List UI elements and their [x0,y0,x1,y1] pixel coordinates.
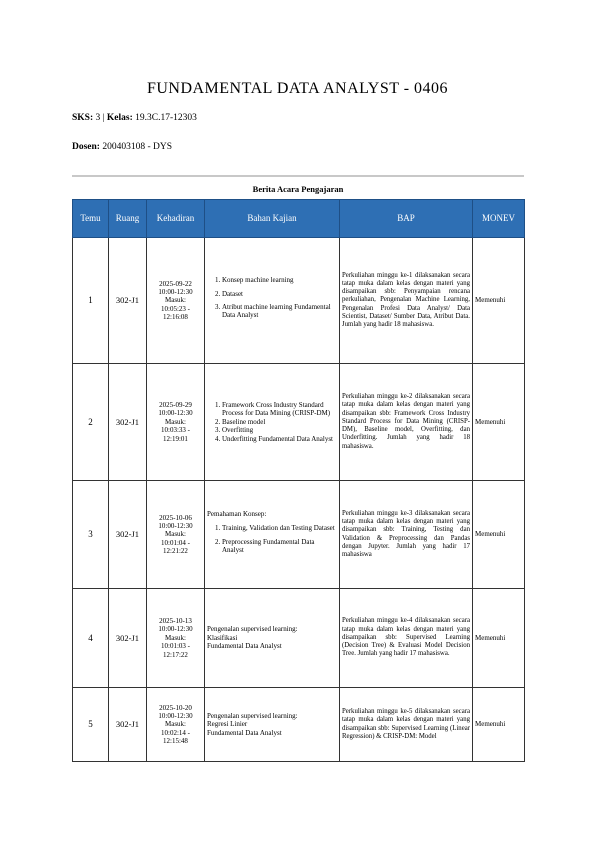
page-title: FUNDAMENTAL DATA ANALYST - 0406 [146,80,449,97]
kehadiran-in: 10:01:04 - [161,538,190,547]
sks-value: 3 | [93,113,107,123]
kehadiran-cell [147,589,205,688]
bahan-line: Pengenalan supervised learning: [207,625,298,634]
bap-cell: Perkuliahan minggu ke-3 dilaksanakan secara tatap muka dalam kelas dengan materi yang disampaikan sbb: Training, Testing dan Validation & Preprocessing dan Pandas dengan Jupyter. Jumlah yang hadir 17 mahasiswa [340,481,473,589]
bahan-item: 4. Underfitting Fundamental Data Analyst [222,435,337,443]
kehadiran-in: 10:05:23 - [161,304,190,313]
table-row [73,589,525,688]
table-row [73,688,525,762]
kelas-label: Kelas: [106,113,133,123]
bahan-item: 3. Overfitting [222,426,337,434]
bahan-line: Fundamental Data Analyst [207,642,282,651]
monev-cell: Memenuhi [473,589,525,688]
bahan-kajian-cell [205,688,340,762]
kehadiran-out: 12:17:22 [163,650,188,659]
kehadiran-time: 10:00-12:30 [158,625,193,634]
bahan-kajian-cell [205,481,340,589]
bap-cell: Perkuliahan minggu ke-5 dilaksanakan secara tatap muka dalam kelas dengan materi yang disampaikan sbb: Supervised Learning (Linear Regression) & CRISP-DM: Model [340,688,473,762]
kehadiran-time: 10:00-12:30 [158,521,193,530]
kehadiran-in: 10:03:33 - [161,426,190,435]
kehadiran-label: Masuk: [165,720,186,729]
bap-cell: Perkuliahan minggu ke-4 dilaksanakan secara tatap muka dalam kelas dengan materi yang disampaikan sbb: Supervised Learning (Decision Tree) & Evaluasi Model Decision Tree. Jumlah yang hadir 17 mahasiswa. [340,589,473,688]
kehadiran-out: 12:21:22 [163,547,188,556]
kehadiran-time: 10:00-12:30 [158,711,193,720]
kehadiran-in: 10:02:14 - [161,728,190,737]
kehadiran-time: 10:00-12:30 [158,409,193,418]
ruang-cell: 302-J1 [109,589,147,688]
bahan-intro: Pemahaman Konsep: [207,509,267,518]
bap-cell: Perkuliahan minggu ke-2 dilaksanakan secara tatap muka dalam kelas dengan materi yang disampaikan sbb: Framework Cross Industry Standard Process for Data Mining (CRISP-DM), Baseline model, Overfitting, dan Underfitting. Jumlah yang hadir 18 mahasiswa. [340,364,473,481]
temu-cell: 2 [73,364,109,481]
kehadiran-cell [147,364,205,481]
divider [72,175,524,177]
header-bap: BAP [340,200,473,238]
kehadiran-date: 2025-10-13 [159,617,192,626]
temu-cell: 3 [73,481,109,589]
bahan-line: Fundamental Data Analyst [207,728,282,737]
bahan-kajian-cell [205,364,340,481]
header-monev: MONEV [473,200,525,238]
ruang-cell: 302-J1 [109,364,147,481]
kehadiran-date: 2025-09-22 [159,279,192,288]
ruang-cell: 302-J1 [109,481,147,589]
kehadiran-out: 12:15:48 [163,737,188,746]
bap-table [72,199,525,762]
bahan-kajian-cell [205,589,340,688]
header-bahan-kajian: Bahan Kajian [205,200,340,238]
kelas-value: 19.3C.17-12303 [132,113,197,123]
sks-label: SKS: [72,113,94,123]
kehadiran-out: 12:16:08 [163,313,188,322]
table-header-row [73,200,525,238]
course-meta [72,113,197,123]
monev-cell: Memenuhi [473,688,525,762]
bahan-line: Regresi Linier [207,720,248,729]
ruang-cell: 302-J1 [109,688,147,762]
bahan-item: 2. Preprocessing Fundamental Data Analyst [222,538,337,555]
header-kehadiran: Kehadiran [147,200,205,238]
kehadiran-label: Masuk: [165,633,186,642]
bahan-item: 3. Atribut machine learning Fundamental Data Analyst [222,303,337,320]
bahan-line: Pengenalan supervised learning: [207,711,298,720]
kehadiran-date: 2025-10-06 [159,513,192,522]
table-caption: Berita Acara Pengajaran [252,184,344,194]
kehadiran-label: Masuk: [165,417,186,426]
dosen-label: Dosen: [72,142,100,152]
bahan-item: 1. Framework Cross Industry Standard Process for Data Mining (CRISP-DM) [222,401,337,418]
table-row [73,238,525,364]
bahan-item: 2. Baseline model [222,418,337,426]
bahan-line: Klasifikasi [207,633,238,642]
kehadiran-date: 2025-09-29 [159,401,192,410]
dosen-value: 200403108 - DYS [99,142,173,152]
temu-cell: 4 [73,589,109,688]
temu-cell: 1 [73,238,109,364]
kehadiran-cell [147,688,205,762]
monev-cell: Memenuhi [473,364,525,481]
bahan-item: 1. Konsep machine learning [222,276,337,284]
lecturer-meta [72,142,172,152]
kehadiran-out: 12:19:01 [163,434,188,443]
kehadiran-in: 10:01:03 - [161,642,190,651]
bahan-kajian-cell [205,238,340,364]
monev-cell: Memenuhi [473,481,525,589]
bap-cell: Perkuliahan minggu ke-1 dilaksanakan secara tatap muka dalam kelas dengan materi yang disampaikan sbb: Penyampaian rencana perkuliahan, Pengenalan Machine Learning, Pengenalan Profesi Data Analyst/ Data Scientist, Dataset/ Sumber Data, Atribut Data. Jumlah yang hadir 18 mahasiswa. [340,238,473,364]
bahan-item: 2. Dataset [222,290,337,298]
kehadiran-cell [147,238,205,364]
bahan-item: 1. Training, Validation dan Testing Dataset [222,524,337,532]
temu-cell: 5 [73,688,109,762]
monev-cell: Memenuhi [473,238,525,364]
ruang-cell: 302-J1 [109,238,147,364]
table-row [73,364,525,481]
header-temu: Temu [73,200,109,238]
header-ruang: Ruang [109,200,147,238]
kehadiran-date: 2025-10-20 [159,703,192,712]
kehadiran-cell [147,481,205,589]
kehadiran-time: 10:00-12:30 [158,287,193,296]
table-row [73,481,525,589]
kehadiran-label: Masuk: [165,530,186,539]
kehadiran-label: Masuk: [165,296,186,305]
